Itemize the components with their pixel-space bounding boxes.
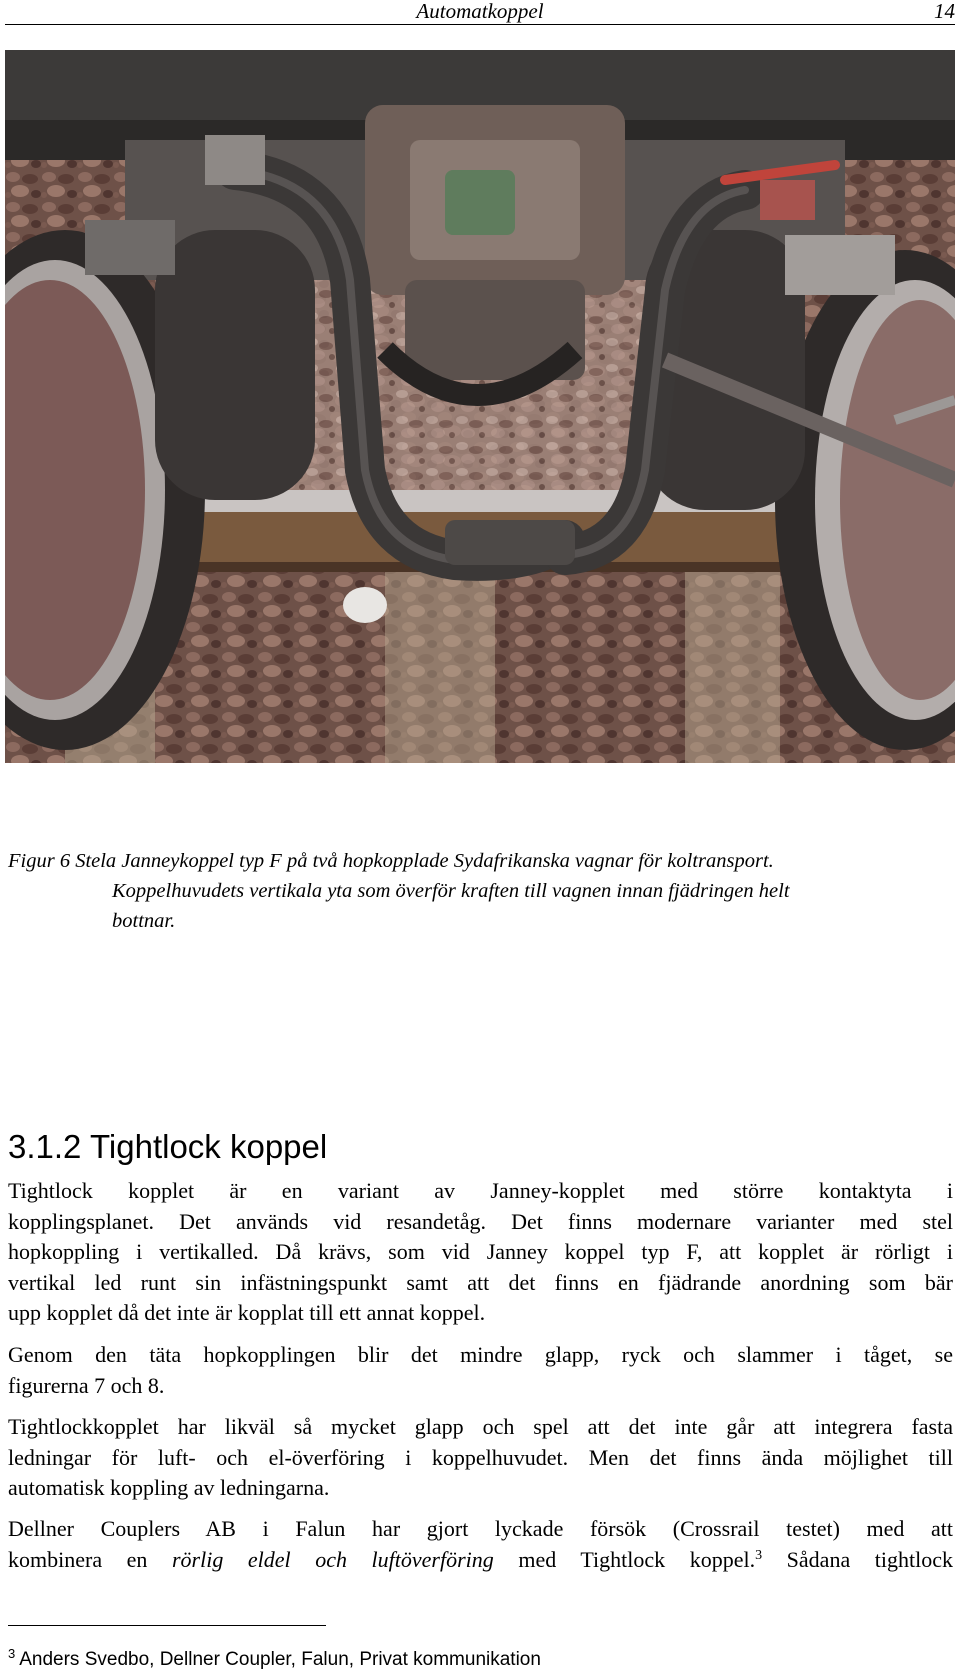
footnote-reference[interactable]: 3 <box>755 1547 763 1563</box>
text-line <box>8 1545 953 1576</box>
text-line: hopkoppling i vertikalled. Då krävs, som vid Janney koppel typ F, att kopplet är rörligt i <box>8 1239 953 1264</box>
footnote <box>8 1648 541 1672</box>
text-line: upp kopplet då det inte är kopplat till ett annat koppel. <box>8 1300 486 1325</box>
paragraph-tightlock-intro <box>8 1176 953 1329</box>
text-line: kopplingsplanet. Det används vid resandetåg. Det finns modernare varianter med stel <box>8 1208 953 1234</box>
caption-line: bottnar. <box>112 910 176 932</box>
figure-photo <box>5 50 955 763</box>
section-heading: 3.1.2 Tightlock koppel <box>8 1128 328 1165</box>
footnote-number: 3 <box>8 1646 16 1661</box>
running-header <box>5 0 955 25</box>
running-title: Automatkoppel <box>416 0 544 23</box>
paragraph-tight-coupling <box>8 1340 953 1401</box>
text-line: Tightlock kopplet är en variant av Janney-kopplet med större kontaktyta i <box>8 1178 953 1203</box>
text-line: vertikal led runt sin infästningspunkt samt att det finns en fjädrande anordning som bär <box>8 1269 953 1295</box>
text-line: Tightlockkopplet har likväl så mycket glapp och spel att det inte går att integrera fasta <box>8 1414 953 1439</box>
footnote-text: Anders Svedbo, Dellner Coupler, Falun, Privat kommunikation <box>19 1649 541 1670</box>
paragraph-play-and-lines <box>8 1412 953 1504</box>
italic-text-run: rörlig eldel och luftöverföring <box>171 1546 494 1572</box>
text-line: automatisk koppling av ledningarna. <box>8 1475 330 1500</box>
text-line: figurerna 7 och 8. <box>8 1372 165 1398</box>
caption-line: Figur 6 Stela Janneykoppel typ F på två hopkopplade Sydafrikanska vagnar för koltransport. <box>8 850 774 872</box>
footnote-divider <box>8 1625 326 1626</box>
text-line: ledningar för luft- och el-överföring i koppelhuvudet. Men det finns ända möjlighet till <box>8 1444 953 1470</box>
page-number: 14 <box>934 0 955 23</box>
text-run: kombinera en <box>8 1546 172 1572</box>
text-line: Dellner Couplers AB i Falun har gjort lyckade försök (Crossrail testet) med att <box>8 1516 953 1541</box>
paragraph-dellner <box>8 1514 953 1575</box>
caption-line: Koppelhuvudets vertikala yta som överför kraften till vagnen innan fjädringen helt <box>112 880 790 902</box>
text-run: Sådana tightlock <box>762 1546 953 1572</box>
figure-caption <box>8 846 953 936</box>
text-line: Genom den täta hopkopplingen blir det mindre glapp, ryck och slammer i tåget, se <box>8 1342 953 1367</box>
coupler-photo-illustration <box>5 50 955 763</box>
text-run: med Tightlock koppel. <box>493 1546 756 1572</box>
